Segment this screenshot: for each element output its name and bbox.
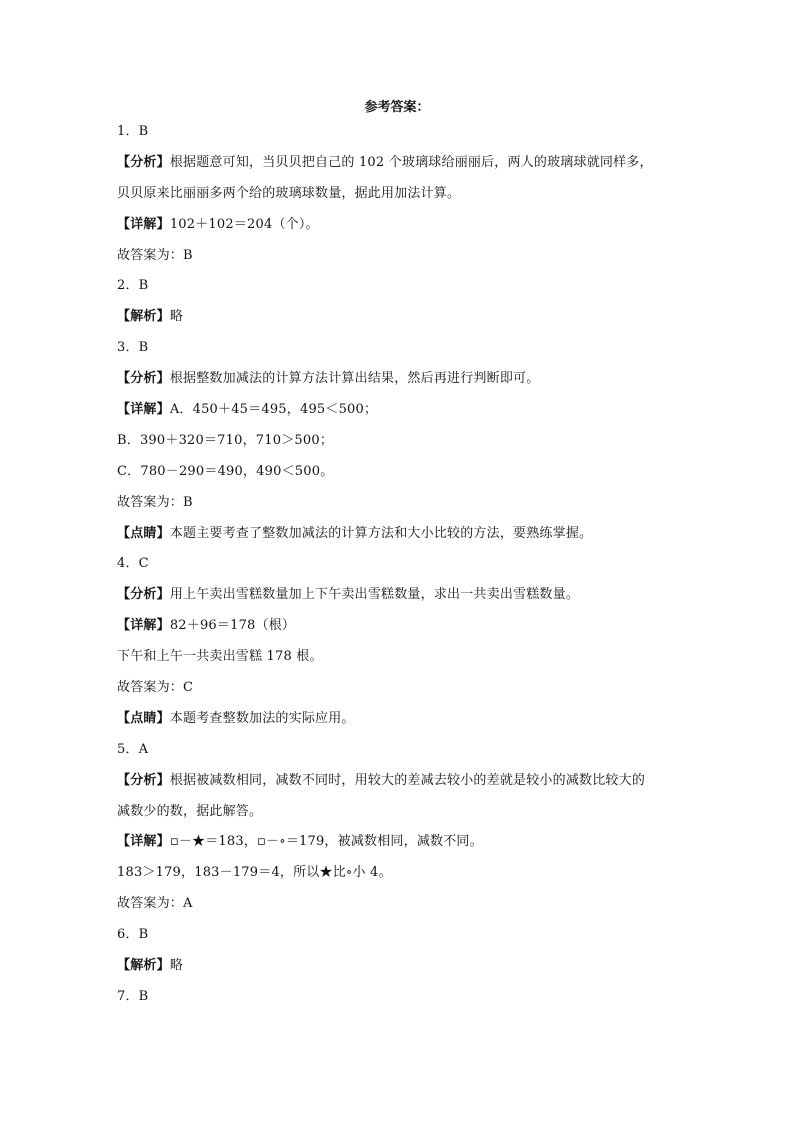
answer-line — [117, 431, 687, 462]
section-tag: 【详解】 — [117, 216, 170, 232]
line-text: 183＞179，183－179＝4，所以★比∘小 4。 — [117, 865, 392, 881]
line-text: 下午和上午一共卖出雪糕 178 根。 — [117, 649, 323, 665]
line-text: 82＋96＝178（根） — [169, 618, 296, 634]
answer-line — [117, 122, 687, 153]
answer-line — [117, 338, 687, 369]
answer-line — [117, 832, 687, 863]
line-text: C．780－290＝490，490＜500。 — [117, 463, 334, 479]
section-tag: 【分析】 — [117, 154, 170, 170]
answer-line — [117, 585, 687, 616]
section-tag: 【分析】 — [117, 772, 170, 788]
line-text: 3．B — [117, 340, 149, 356]
answer-line — [117, 647, 687, 678]
line-text: 5．A — [117, 741, 149, 757]
line-text: 故答案为：B — [117, 247, 193, 263]
answer-line — [117, 276, 687, 307]
answer-lines — [117, 122, 687, 1018]
answer-line — [117, 678, 687, 709]
answer-line — [117, 616, 687, 647]
section-tag: 【点睛】 — [117, 710, 170, 726]
answer-line — [117, 153, 687, 184]
line-text: 减数少的数，据此解答。 — [117, 803, 263, 819]
answer-line — [117, 400, 687, 431]
answer-line — [117, 554, 687, 585]
answer-line — [117, 771, 687, 802]
answer-line — [117, 369, 687, 400]
answer-line — [117, 215, 687, 246]
line-text: 故答案为：C — [117, 680, 194, 696]
answer-line — [117, 493, 687, 524]
line-text: 故答案为：A — [117, 896, 193, 912]
section-tag: 【点睛】 — [117, 525, 170, 541]
section-tag: 【详解】 — [117, 402, 170, 418]
line-text: ▫－★＝183，▫－∘＝179，被减数相同，减数不同。 — [169, 834, 483, 850]
answer-line — [117, 307, 687, 338]
answer-line — [117, 709, 687, 740]
section-tag: 【详解】 — [117, 834, 170, 850]
section-tag: 【解析】 — [117, 309, 170, 325]
answer-line — [117, 802, 687, 833]
line-text: 用上午卖出雪糕数量加上下午卖出雪糕数量，求出一共卖出雪糕数量。 — [169, 587, 580, 603]
line-text: A．450＋45＝495，495＜500； — [169, 402, 378, 418]
line-text: 故答案为：B — [117, 494, 193, 510]
line-text: 贝贝原来比丽丽多两个给的玻璃球数量，据此用加法计算。 — [117, 185, 461, 201]
line-text: 根据题意可知，当贝贝把自己的 102 个玻璃球给丽丽后，两人的玻璃球就同样多， — [169, 154, 653, 170]
line-text: 1．B — [117, 124, 149, 139]
line-text: B．390＋320＝710，710＞500； — [117, 432, 334, 448]
section-tag: 【解析】 — [117, 958, 170, 974]
line-text: 略 — [169, 309, 184, 325]
section-tag: 【分析】 — [117, 587, 170, 603]
answer-line — [117, 956, 687, 987]
page-title: 参考答案： — [364, 100, 430, 115]
answer-line — [117, 184, 687, 215]
line-text: 根据被减数相同，减数不同时，用较大的差减去较小的差就是较小的减数比较大的 — [169, 772, 646, 788]
section-tag: 【分析】 — [117, 371, 170, 387]
line-text: 本题主要考查了整数加减法的计算方法和大小比较的方法，要熟练掌握。 — [169, 525, 593, 541]
line-text: 2．B — [117, 278, 149, 294]
answer-line — [117, 524, 687, 555]
answer-line — [117, 925, 687, 956]
line-text: 102＋102＝204（个）。 — [169, 216, 319, 232]
answer-line — [117, 863, 687, 894]
line-text: 根据整数加减法的计算方法计算出结果，然后再进行判断即可。 — [169, 371, 540, 387]
line-text: 本题考查整数加法的实际应用。 — [169, 710, 355, 726]
line-text: 略 — [169, 958, 184, 974]
section-tag: 【详解】 — [117, 618, 170, 634]
answer-line — [117, 246, 687, 277]
line-text: 7．B — [117, 988, 149, 1004]
answer-line — [117, 462, 687, 493]
answer-line — [117, 894, 687, 925]
line-text: 4．C — [117, 556, 149, 572]
line-text: 6．B — [117, 927, 149, 943]
answer-line — [117, 740, 687, 771]
answer-line — [117, 987, 687, 1018]
